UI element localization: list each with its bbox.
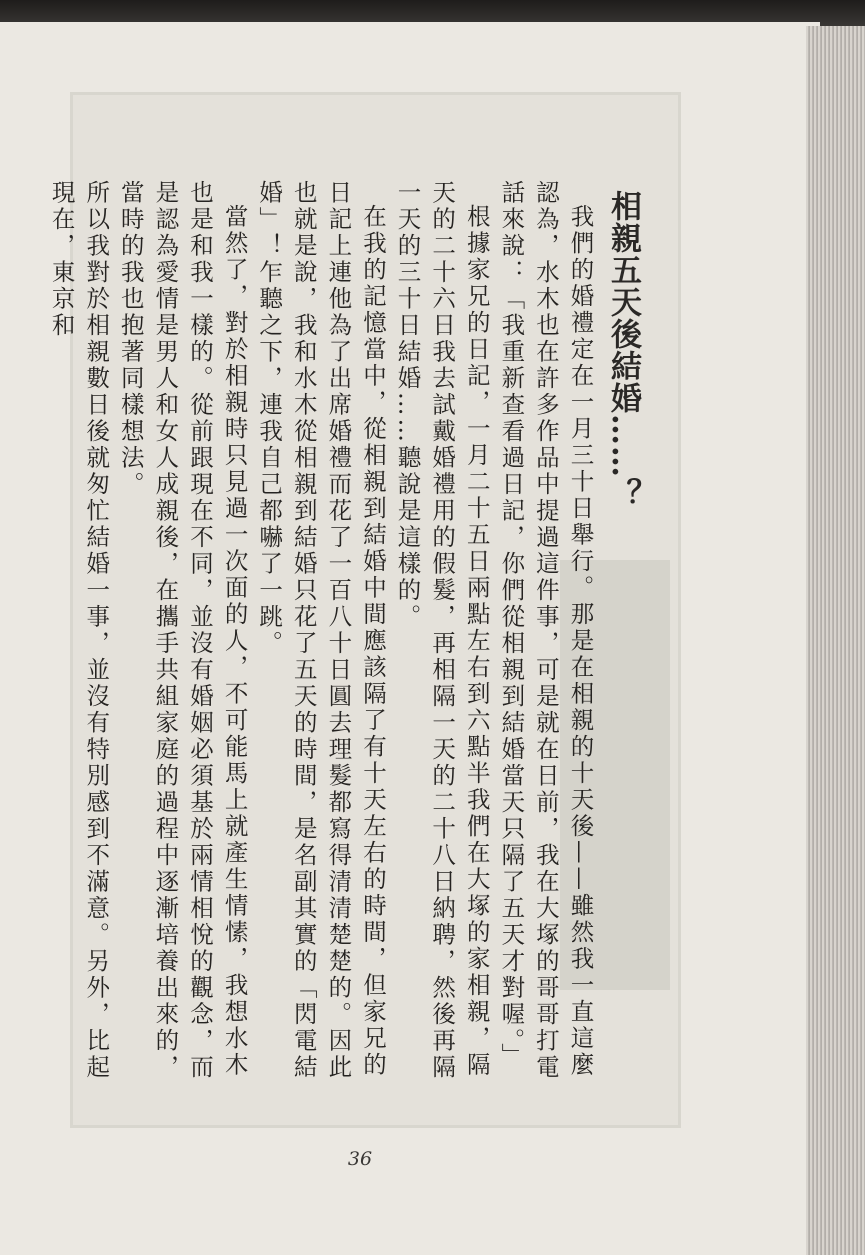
paragraph: 我們的婚禮定在一月三十日舉行。那是在相親的十天後——雖然我一直這麼認為，水木也在許多作品中提過這件事，可是就在日前，我在大塚的哥哥打電話來說：「我重新查看過日記，你們從相親到結婚當天只隔了五天才對喔。」 [497,180,595,1081]
bleed-through-caption [80,1107,720,1161]
paragraph: 根據家兄的日記，一月二十五日兩點左右到六點半我們在大塚的家相親，隔天的二十六日我去試戴婚禮用的假髮，再相隔一天的二十八日納聘，然後再隔一天的三十日結婚……聽說是這樣的。 [393,180,491,1081]
paragraph: 在我的記憶當中，從相親到結婚中間應該隔了有十天左右的時間，但家兄的日記上連他為了出席婚禮而花了一百八十日圓去理髮都寫得清清楚楚的。因此也就是說，我和水木從相親到結婚只花了五天的時間，是名副其實的「閃電結婚」！乍聽之下，連我自己都嚇了一跳。 [255,180,387,1081]
paragraph: 所以我對於相親數日後就匆忙結婚一事，並沒有特別感到不滿意。另外，比起現在，東京和 [47,180,111,1081]
chapter-title: 相親五天後結婚……？ [605,190,641,510]
page-number: 36 [347,1148,373,1170]
book-page-stack [806,26,865,1255]
body-text [44,180,598,1085]
paragraph: 當然了，對於相親時只見過一次面的人，不可能馬上就產生情愫，我想水木也是和我一樣的。從前跟現在不同，並沒有婚姻必須基於兩情相悅的觀念，而是認為愛情是男人和女人成親後，在攜手共組家庭的過程中逐漸培養出來的，當時的我也抱著同樣想法。 [116,180,249,1081]
